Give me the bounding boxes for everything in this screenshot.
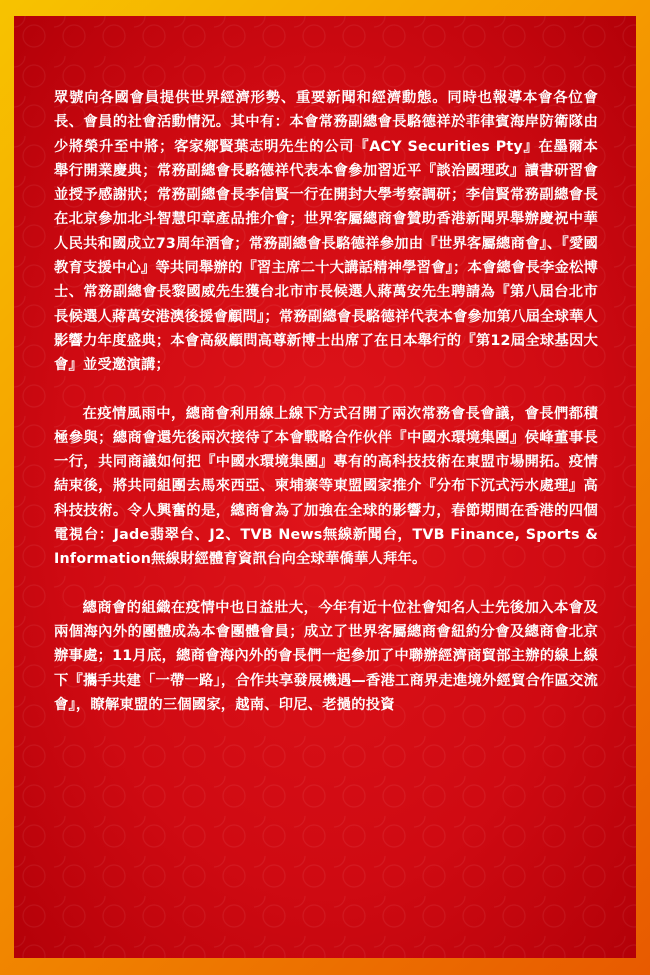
paragraph-1: 眾號向各國會員提供世界經濟形勢、重要新聞和經濟動態。同時也報導本會各位會長、會員的社會活動情況。其中有：本會常務副總會長駱德祥於菲律賓海岸防衛隊由少將榮升至中將；客家鄉賢葉志明先生的公司『ACY Securities Pty』在墨爾本舉行開業慶典；常務副總會長駱德祥代表本會參加習近平『談治國理政』讀書研習會並授予感謝狀；常務副總會長李信賢一行在開封大學考察調研；李信賢常務副總會長在北京參加北斗智慧印章產品推介會；世界客屬總商會贊助香港新聞界舉辦慶祝中華人民共和國成立73周年酒會；常務副總會長駱德祥參加由『世界客屬總商會』、『愛國教育支援中心』等共同舉辦的『習主席二十大講話精神學習會』；本會總會長李金松博士、常務副總會長黎國威先生獲台北市市長候選人蔣萬安先生聘請為『第八屆台北市長候選人蔣萬安港澳後援會顧問』；常務副總會長駱德祥代表本會參加第八屆全球華人影響力年度盛典；本會高級顧問高尊新博士出席了在日本舉行的『第12屆全球基因大會』並受邀演講； <box>54 90 598 374</box>
page-frame <box>14 16 636 958</box>
paragraph-3: 總商會的組織在疫情中也日益壯大，今年有近十位社會知名人士先後加入本會及兩個海內外的團體成為本會團體會員；成立了世界客屬總商會紐約分會及總商會北京辦事處；11月底，總商會海內外的會長們一起參加了中聯辦經濟商貿部主辦的線上線下『攜手共建「一帶一路」，合作共享發展機遇—香港工商界走進境外經貿合作區交流會』，瞭解東盟的三個國家，越南、印尼、老撾的投資 <box>54 599 598 713</box>
paragraph-2: 在疫情風雨中，總商會利用線上線下方式召開了兩次常務會長會議，會長們都積極參與；總商會還先後兩次接待了本會戰略合作伙伴『中國水環境集團』侯峰董事長一行，共同商議如何把『中國水環境集團』專有的高科技技術在東盟市場開拓。疫情結束後，將共同組團去馬來西亞、柬埔寨等東盟國家推介『分布下沉式污水處理』高科技技術。令人興奮的是，總商會為了加強在全球的影響力，春節期間在香港的四個電視台：Jade翡翠台、J2、TVB News無線新聞台，TVB Finance, Sports & Information無線財經體育資訊台向全球華僑華人拜年。 <box>54 405 598 568</box>
article-body <box>54 86 598 741</box>
